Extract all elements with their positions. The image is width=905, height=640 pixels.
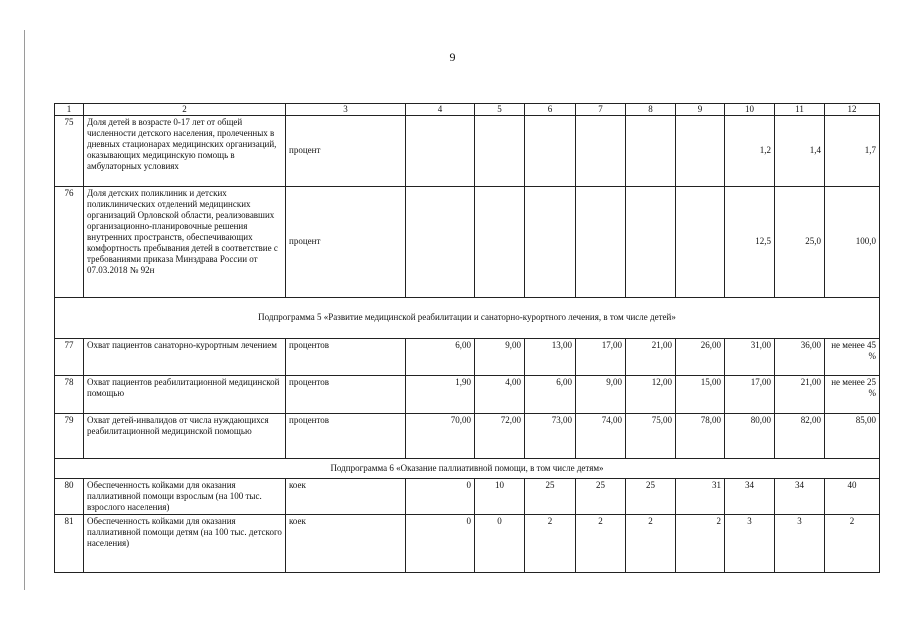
indicator-name: Обеспеченность койками для оказания паллиативной помощи взрослым (на 100 тыс. взрослого населения) <box>84 478 286 514</box>
value-cell: 17,00 <box>576 338 626 375</box>
indicator-name: Доля детских поликлиник и детских поликлинических отделений медицинских организаций Орловской области, реализовавших организационно-планировочные решения внутренних пространств, обеспечивающих комфортность пребывания детей в соответствие с требованиями приказа Минздрава России от 07.03.2018 № 92н <box>84 186 286 297</box>
unit-cell: процентов <box>286 375 406 413</box>
value-cell: 25 <box>525 478 576 514</box>
value-cell: 34 <box>775 478 825 514</box>
table-row <box>55 478 880 514</box>
value-cell: 25 <box>576 478 626 514</box>
value-cell: 0 <box>475 514 525 572</box>
subprogram-title: Подпрограмма 5 «Развитие медицинской реабилитации и санаторно-курортного лечения, в том числе детей» <box>55 297 880 338</box>
value-cell: 13,00 <box>525 338 576 375</box>
row-number: 76 <box>55 186 84 297</box>
left-margin-line <box>24 30 25 590</box>
row-number: 81 <box>55 514 84 572</box>
value-cell: 31 <box>676 478 725 514</box>
value-cell <box>475 186 525 297</box>
header-cell: 8 <box>626 104 676 116</box>
header-cell: 2 <box>84 104 286 116</box>
value-cell: 82,00 <box>775 413 825 458</box>
value-cell <box>525 115 576 186</box>
header-cell: 3 <box>286 104 406 116</box>
value-cell: 21,00 <box>775 375 825 413</box>
header-cell: 4 <box>406 104 475 116</box>
value-cell <box>626 115 676 186</box>
value-cell: 25,0 <box>775 186 825 297</box>
value-cell: 40 <box>825 478 880 514</box>
value-cell <box>525 186 576 297</box>
value-cell: 12,00 <box>626 375 676 413</box>
value-cell: 1,4 <box>775 115 825 186</box>
value-cell: не менее 25 % <box>825 375 880 413</box>
value-cell: 74,00 <box>576 413 626 458</box>
value-cell <box>626 186 676 297</box>
unit-cell: коек <box>286 514 406 572</box>
indicator-name: Охват пациентов санаторно-курортным лечением <box>84 338 286 375</box>
value-cell: 75,00 <box>626 413 676 458</box>
value-cell: 15,00 <box>676 375 725 413</box>
header-cell: 10 <box>725 104 775 116</box>
value-cell: 36,00 <box>775 338 825 375</box>
value-cell <box>475 115 525 186</box>
value-cell: не менее 45 % <box>825 338 880 375</box>
unit-cell: коек <box>286 478 406 514</box>
header-row <box>55 104 880 116</box>
value-cell <box>676 115 725 186</box>
header-cell: 7 <box>576 104 626 116</box>
value-cell: 21,00 <box>626 338 676 375</box>
value-cell: 26,00 <box>676 338 725 375</box>
value-cell: 0 <box>406 514 475 572</box>
value-cell: 70,00 <box>406 413 475 458</box>
value-cell: 85,00 <box>825 413 880 458</box>
value-cell: 6,00 <box>406 338 475 375</box>
value-cell: 1,2 <box>725 115 775 186</box>
value-cell: 10 <box>475 478 525 514</box>
value-cell: 2 <box>626 514 676 572</box>
indicator-name: Доля детей в возрасте 0-17 лет от общей численности детского населения, пролеченных в дневных стационарах медицинских организаций, оказывающих медицинскую помощь в амбулаторных условиях <box>84 115 286 186</box>
value-cell <box>406 115 475 186</box>
value-cell: 3 <box>725 514 775 572</box>
table-row <box>55 413 880 458</box>
value-cell: 80,00 <box>725 413 775 458</box>
header-cell: 5 <box>475 104 525 116</box>
value-cell <box>406 186 475 297</box>
value-cell: 2 <box>525 514 576 572</box>
table-row <box>55 514 880 572</box>
header-cell: 9 <box>676 104 725 116</box>
unit-cell: процентов <box>286 413 406 458</box>
table-row <box>55 186 880 297</box>
indicators-table <box>54 103 880 573</box>
subprogram-row <box>55 297 880 338</box>
value-cell <box>676 186 725 297</box>
header-cell: 11 <box>775 104 825 116</box>
unit-cell: процентов <box>286 338 406 375</box>
indicator-name: Охват пациентов реабилитационной медицинской помощью <box>84 375 286 413</box>
unit-cell: процент <box>286 115 406 186</box>
value-cell: 25 <box>626 478 676 514</box>
value-cell: 2 <box>576 514 626 572</box>
value-cell <box>576 186 626 297</box>
table-row <box>55 115 880 186</box>
value-cell <box>576 115 626 186</box>
subprogram-title: Подпрограмма 6 «Оказание паллиативной помощи, в том числе детям» <box>55 458 880 478</box>
table-row <box>55 375 880 413</box>
page-number: 9 <box>449 50 456 64</box>
row-number: 77 <box>55 338 84 375</box>
value-cell: 73,00 <box>525 413 576 458</box>
value-cell: 2 <box>676 514 725 572</box>
row-number: 78 <box>55 375 84 413</box>
row-number: 75 <box>55 115 84 186</box>
value-cell: 12,5 <box>725 186 775 297</box>
row-number: 80 <box>55 478 84 514</box>
value-cell: 72,00 <box>475 413 525 458</box>
value-cell: 78,00 <box>676 413 725 458</box>
value-cell: 1,7 <box>825 115 880 186</box>
value-cell: 9,00 <box>475 338 525 375</box>
value-cell: 6,00 <box>525 375 576 413</box>
value-cell: 2 <box>825 514 880 572</box>
unit-cell: процент <box>286 186 406 297</box>
header-cell: 1 <box>55 104 84 116</box>
table-row <box>55 338 880 375</box>
value-cell: 0 <box>406 478 475 514</box>
value-cell: 34 <box>725 478 775 514</box>
header-cell: 6 <box>525 104 576 116</box>
value-cell: 4,00 <box>475 375 525 413</box>
value-cell: 31,00 <box>725 338 775 375</box>
row-number: 79 <box>55 413 84 458</box>
indicator-name: Обеспеченность койками для оказания паллиативной помощи детям (на 100 тыс. детского населения) <box>84 514 286 572</box>
value-cell: 100,0 <box>825 186 880 297</box>
value-cell: 1,90 <box>406 375 475 413</box>
header-cell: 12 <box>825 104 880 116</box>
indicator-name: Охват детей-инвалидов от числа нуждающихся реабилитационной медицинской помощью <box>84 413 286 458</box>
value-cell: 3 <box>775 514 825 572</box>
value-cell: 17,00 <box>725 375 775 413</box>
value-cell: 9,00 <box>576 375 626 413</box>
subprogram-row <box>55 458 880 478</box>
